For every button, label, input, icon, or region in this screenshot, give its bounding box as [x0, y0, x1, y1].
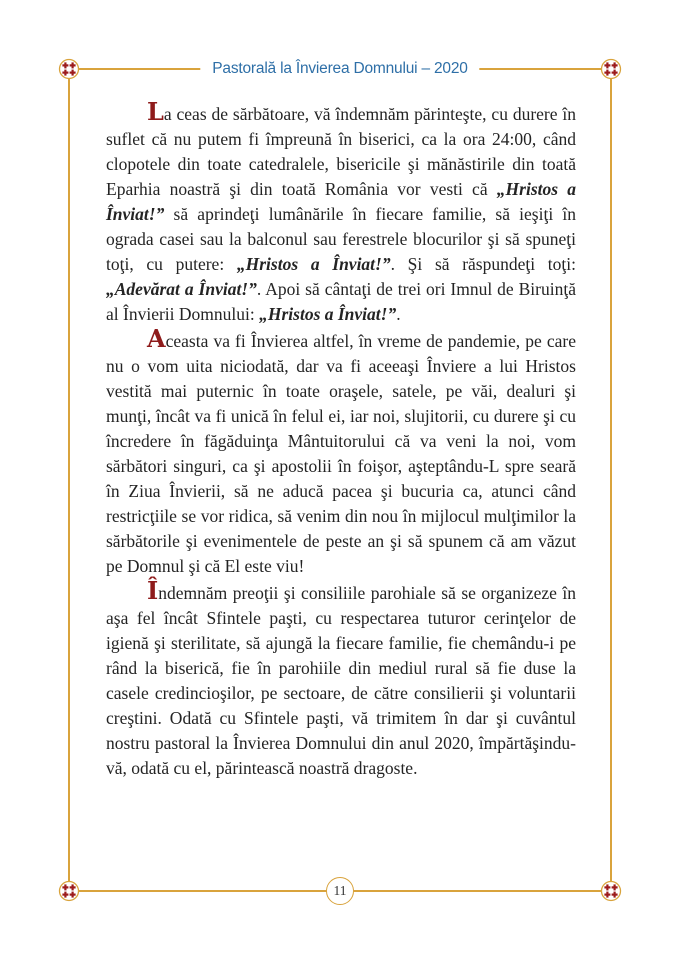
body-text-segment: . Apoi să cântaţi de trei ori Imnul de Biruinţă al Învierii Domnului: [106, 279, 576, 324]
body-text-segment: ndemnăm preoţii şi consiliile parohiale să se organizeze în aşa fel încât Sfintele paşti, cu respectarea tuturor cerinţelor de igienă şi sterilitate, să ajungă la fiecare familie, fie chemându-i pe rând la biserică, fie în parohiile din mediul rural să fie duse la casele credincioşilor, pe sectoare, de către consilierii şi voluntarii creştini. Odată cu Sfintele paşti, vă trimitem în dar şi cuvântul nostru pastoral la Învierea Domnului din anul 2020, împărtăşindu-vă, odată cu el, părintească noastră dragoste. [106, 583, 576, 778]
drop-cap-initial: L [147, 97, 164, 126]
cross-ornament-icon [58, 58, 80, 80]
paragraph [106, 576, 576, 781]
paragraph [106, 324, 576, 579]
body-text [106, 97, 576, 781]
emphasis-text: „Hristos a Înviat!” [106, 179, 576, 224]
body-text-segment: să aprindeţi lumânările în fiecare familie, să ieşiţi în ograda casei sau la balconul sau ferestrele blocurilor şi să spuneţi toţi, cu putere: [106, 204, 576, 274]
cross-ornament-icon [600, 58, 622, 80]
emphasis-text: „Adevărat a Înviat!” [106, 279, 257, 299]
frame-border-right [610, 69, 612, 891]
page-number-badge [326, 877, 354, 905]
paragraph [106, 97, 576, 327]
drop-cap-initial: Î [147, 576, 159, 605]
emphasis-text: „Hristos a Înviat!” [259, 304, 397, 324]
cross-ornament-icon [58, 880, 80, 902]
frame-border-left [68, 69, 70, 891]
body-text-segment: . [396, 304, 401, 324]
body-text-segment: a ceas de sărbătoare, vă îndemnăm părinteşte, cu durere în suflet că nu putem fi împreună în biserici, ca la ora 24:00, când clopotele din toate catedralele, bisericile şi mănăstirile din toată Eparhia noastră şi din toată România vor vesti că [106, 104, 576, 199]
body-text-segment: . Şi să răspundeţi toţi: [390, 254, 576, 274]
body-text-segment: ceasta va fi Învierea altfel, în vreme de pandemie, pe care nu o vom uita niciodată, dar va fi aceeaşi Înviere a lui Hristos vestită mai puternic în toate oraşele, satele, pe văi, dealuri şi munţi, încât va fi unică în felul ei, iar noi, slujitorii, cu durere şi cu încredere în făgăduinţa Mântuitorului că va veni la noi, vom sărbători singuri, ca şi apostolii în foişor, aşteptându-L spre seară în Ziua Învierii, să ne aducă pacea şi bucuria ca, atunci când restricţiile se vor ridica, să venim din nou în mijlocul mulţimilor la sărbătorile şi evenimentele de peste an şi să spunem că am văzut pe Domnul şi că El este viu! [106, 331, 576, 576]
cross-ornament-icon [600, 880, 622, 902]
page-header-title: Pastorală la Învierea Domnului – 2020 [200, 60, 479, 78]
drop-cap-initial: A [147, 324, 166, 353]
page-number: 11 [333, 883, 347, 898]
emphasis-text: „Hristos a Înviat!” [236, 254, 391, 274]
